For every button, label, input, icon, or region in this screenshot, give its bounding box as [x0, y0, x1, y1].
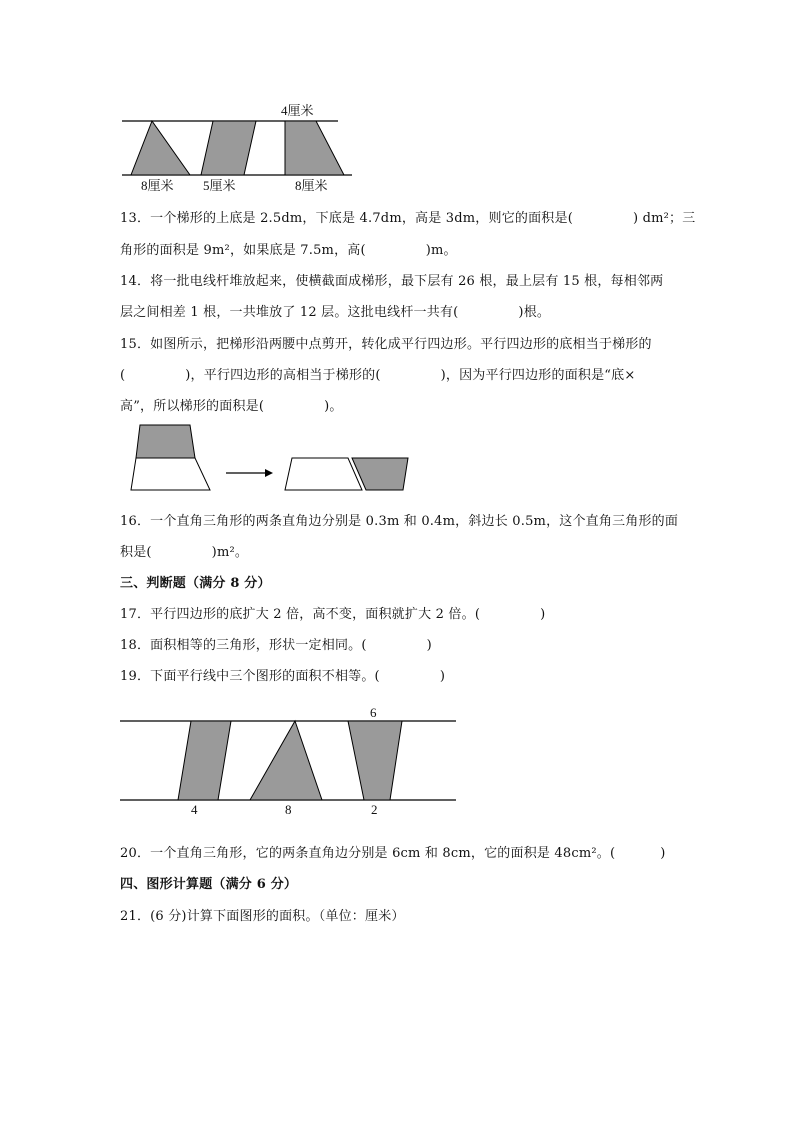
question-18: 18．面积相等的三角形，形状一定相同。( ) — [120, 638, 432, 653]
question-13-line-1: 13．一个梯形的上底是 2.5dm，下底是 4.7dm，高是 3dm，则它的面积是( ) dm²；三 — [120, 211, 696, 226]
question-15-line-3: 高”，所以梯形的面积是( )。 — [120, 399, 343, 414]
triangle-base-label: 8 — [285, 802, 292, 817]
section-4-heading: 四、图形计算题（满分 6 分） — [120, 877, 298, 892]
question-15-line-2: ( )，平行四边形的高相当于梯形的( )，因为平行四边形的面积是“底× — [120, 368, 636, 383]
question-19: 19．下面平行线中三个图形的面积不相等。( ) — [120, 669, 446, 684]
parallelogram-base-label: 4 — [191, 802, 198, 817]
question-17: 17．平行四边形的底扩大 2 倍，高不变，面积就扩大 2 倍。( ) — [120, 607, 546, 622]
question-14-line-1: 14．将一批电线杆堆放起来，使横截面成梯形，最下层有 26 根，最上层有 15 根，每相邻两 — [120, 274, 664, 289]
trapezoid-top-label: 6 — [370, 705, 377, 720]
question-20: 20．一个直角三角形，它的两条直角边分别是 6cm 和 8cm，它的面积是 48cm²。( ) — [120, 846, 666, 861]
question-13-line-2: 角形的面积是 9m²，如果底是 7.5m，高( )m。 — [120, 243, 457, 258]
question-14-line-2: 层之间相差 1 根，一共堆放了 12 层。这批电线杆一共有( )根。 — [120, 305, 551, 320]
parallelogram-shape — [178, 721, 231, 800]
question-21: 21．(6 分)计算下面图形的面积。（单位：厘米） — [120, 909, 405, 924]
section-3-heading: 三、判断题（满分 8 分） — [120, 576, 271, 591]
question-16-line-1: 16．一个直角三角形的两条直角边分别是 0.3m 和 0.4m，斜边长 0.5m，这个直角三角形的面 — [120, 514, 679, 529]
trapezoid-base-label: 2 — [371, 802, 378, 817]
question-15-line-1: 15．如图所示，把梯形沿两腰中点剪开，转化成平行四边形。平行四边形的底相当于梯形的 — [120, 337, 652, 352]
question-16-line-2: 积是( )m²。 — [120, 545, 249, 560]
top-length-label: 4厘米 — [281, 103, 314, 118]
parallelogram-base-label: 5厘米 — [203, 178, 236, 193]
triangle-shape — [250, 721, 322, 800]
trapezoid-shape — [348, 721, 402, 800]
triangle-base-label: 8厘米 — [141, 178, 174, 193]
trapezoid-base-label: 8厘米 — [295, 178, 328, 193]
